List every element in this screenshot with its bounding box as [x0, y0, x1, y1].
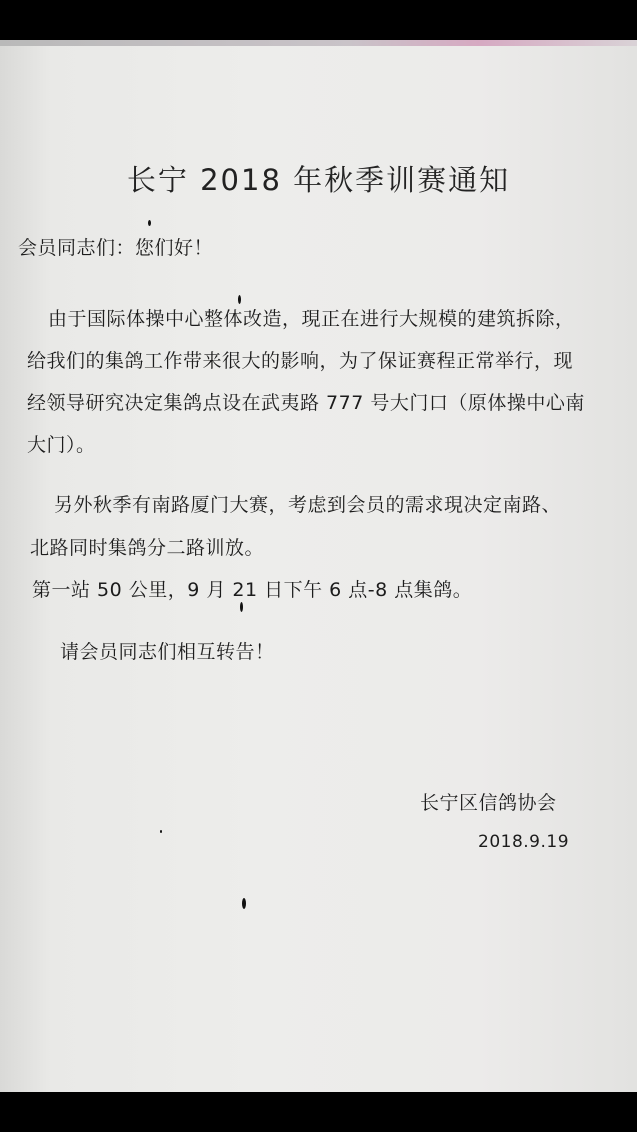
date: 2018.9.19 [478, 832, 570, 852]
paragraph2-line2: 北路同时集鸽分二路训放。 [30, 537, 265, 559]
paragraph1-line3: 经领导研究决定集鸽点设在武夷路 777 号大门口（原体操中心南 [27, 392, 585, 414]
paragraph1-line2: 给我们的集鸽工作带来很大的影响，为了保证赛程正常举行，现 [27, 350, 574, 372]
ink-speck [238, 295, 241, 304]
paragraph2-line1: 另外秋季有南路厦门大赛，考虑到会员的需求現决定南路、 [54, 494, 562, 516]
ink-speck [240, 602, 243, 612]
greeting: 会员同志们：您们好！ [18, 237, 214, 259]
closing-line: 请会员同志们相互转告！ [60, 641, 275, 663]
document-photo [0, 40, 637, 1092]
notice-title: 长宁 2018 年秋季训赛通知 [126, 163, 511, 197]
paragraph1-line4: 大门）。 [27, 434, 96, 456]
paper-top-edge [0, 40, 637, 46]
ink-speck [148, 220, 151, 226]
ink-speck [160, 830, 162, 833]
schedule-line: 第一站 50 公里，9 月 21 日下午 6 点-8 点集鸽。 [32, 579, 473, 601]
paragraph1-line1: 由于国际体操中心整体改造，現正在进行大规模的建筑拆除， [48, 308, 575, 330]
ink-speck [242, 898, 246, 909]
signature: 长宁区信鸽协会 [420, 792, 557, 814]
